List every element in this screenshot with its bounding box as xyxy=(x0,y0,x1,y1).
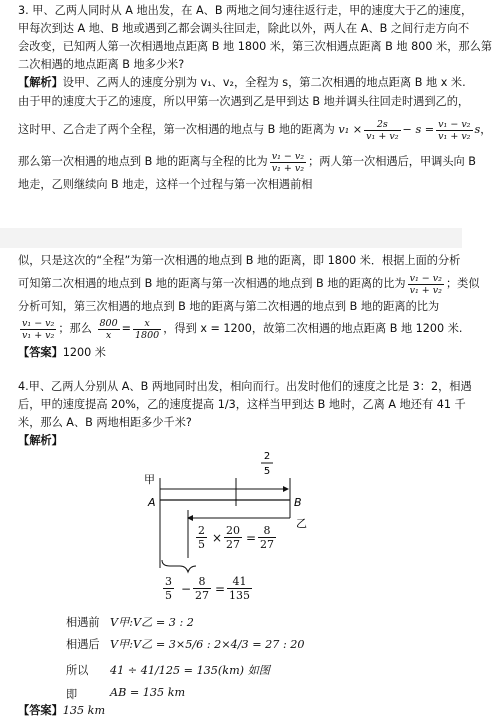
p3-analysis-tag: 【解析】 xyxy=(18,76,63,89)
p3-analysis-line-1 xyxy=(18,76,466,90)
p3-line-1: 3. 甲、乙两人同时从 A 地出发，在 A、B 两地之间匀速往返行走，甲的速度大于乙的速度， xyxy=(18,4,473,17)
p3-answer: 1200 米 xyxy=(62,346,106,359)
p4-line-2: 后，甲的速度提高 20%，乙的速度提高 1/3，这样当甲到达 B 地时，乙离 A 地还有 41 千 xyxy=(18,398,466,411)
p3-analysis-line-7 xyxy=(18,272,480,296)
p4-line-1: 4.甲、乙两人分别从 A、B 两地同时出发，相向而行。出发时他们的速度之比是 3：2，相遇 xyxy=(18,380,472,393)
row4-label: 即 xyxy=(66,688,78,701)
row3-value: 41 ÷ 41/125 = 135(km) 如图 xyxy=(110,664,270,677)
p3-line-2: 甲每次到达 A 地、B 地或遇到乙都会调头往回走，除此以外，两人在 A、B 之间行走方向不 xyxy=(18,22,470,35)
p3-analysis-text-1: 设甲、乙两人的速度分别为 v₁、v₂，全程为 s，第二次相遇的地点距离 B 地 x 米. xyxy=(62,76,466,89)
mid-frac-2: $\frac{20}{27}$ xyxy=(226,524,240,551)
p4-analysis-tag: 【解析】 xyxy=(18,434,63,447)
p3-line-4: 二次相遇的地点距离 B 地多少米? xyxy=(18,58,185,71)
p3-line-3: 会改变，已知两人第一次相遇地点距离 B 地 1800 米，第三次相遇点距离 B 地 800 米，那么第 xyxy=(18,40,492,53)
mid-frac-1: $\frac{2}{5}$ xyxy=(198,524,205,551)
then: ；那么 xyxy=(58,322,92,335)
ratio-fraction-3: $\frac{\text{v₁ − v₂}}{\text{v₁ + v₂}}$ xyxy=(22,317,55,341)
p3-analysis-text-4: 那么第一次相遇的地点到 B 地的距离与全程的比为 xyxy=(18,155,268,168)
times-sign: × xyxy=(212,531,223,545)
ratio-fraction: $\frac{\text{v₁ − v₂}}{\text{v₁ + v₂}}$ xyxy=(271,150,305,174)
label-B: B xyxy=(294,496,302,509)
p3-analysis-text-3: 这时甲、乙合走了两个全程，第一次相遇的地点与 B 地的距离为 xyxy=(18,123,335,136)
top-fraction-num: 2 xyxy=(263,451,271,462)
p3-analysis-line-5: 地走，乙则继续向 B 地走，这样一个过程与第一次相遇前相 xyxy=(18,178,313,191)
row2-value: V甲:V乙 = 3×5/6 : 2×4/3 = 27 : 20 xyxy=(110,638,305,651)
row4-value: AB = 135 km xyxy=(110,686,186,699)
minus-sign: − xyxy=(181,582,192,596)
bottom-brace xyxy=(162,560,196,572)
minus-s: − s = xyxy=(402,123,435,136)
v1-times: v₁ × xyxy=(338,123,363,136)
p3-answer-line xyxy=(18,346,106,360)
p3-answer-tag: 【答案】 xyxy=(18,346,63,359)
label-yi: 乙 xyxy=(296,517,307,530)
s-symbol: s xyxy=(474,123,481,136)
row2-label: 相遇后 xyxy=(66,638,100,651)
row1-label: 相遇前 xyxy=(66,616,100,629)
p3-analysis-text-9: ，得到 x = 1200，故第二次相遇的地点距离 B 地 1200 米. xyxy=(163,322,463,335)
p3-analysis-text-4b: ；两人第一次相遇后，甲调头向 B xyxy=(308,155,476,168)
row1-value: V甲:V乙 = 3 : 2 xyxy=(110,616,194,629)
label-A: A xyxy=(148,496,156,509)
fraction-800-over-x: $\frac{800}{x}$ xyxy=(99,317,118,341)
row3-label: 所以 xyxy=(66,664,89,677)
fraction-diff-over-sum: $\frac{\text{v₁ − v₂}}{\text{v₁ + v₂}}$ xyxy=(438,118,471,142)
equals: = xyxy=(121,322,132,335)
fraction-x-over-1800: $\frac{x}{1800}$ xyxy=(135,317,160,341)
page-break xyxy=(0,228,462,248)
p3-analysis-text-7: 可知第二次相遇的地点到 B 地的距离与第一次相遇的地点到 B 地的距离的比为 xyxy=(18,277,406,290)
p3-analysis-line-2: 由于甲的速度大于乙的速度，所以甲第一次遇到乙是甲到达 B 地并调头往回走时遇到乙的， xyxy=(18,95,470,108)
ratio-fraction-2: $\frac{\text{v₁ − v₂}}{\text{v₁ + v₂}}$ xyxy=(409,272,442,296)
fraction-2s-over-sum: $\frac{2s}{\text{v₁ + v₂}}$ xyxy=(366,118,399,142)
p4-answer-tag: 【答案】 xyxy=(18,704,63,717)
p3-analysis-line-9 xyxy=(18,316,462,342)
p3-analysis-line-4 xyxy=(18,150,476,174)
top-fraction-den: 5 xyxy=(263,466,271,477)
bot-frac-3: $\frac{41}{135}$ xyxy=(229,575,250,602)
p4-answer: 135 km xyxy=(62,704,106,717)
mid-frac-3: $\frac{8}{27}$ xyxy=(260,524,274,551)
p4-answer-line xyxy=(18,704,105,718)
bot-frac-2: $\frac{8}{27}$ xyxy=(195,575,209,602)
bot-frac-1: $\frac{3}{5}$ xyxy=(165,575,172,602)
p3-analysis-line-6: 似，只是这次的“全程”为第一次相遇的地点到 B 地的距离，即 1800 米．根据上面的分析 xyxy=(18,254,461,267)
p3-analysis-text-7b: ；类似 xyxy=(445,277,480,290)
label-jia: 甲 xyxy=(144,473,155,486)
mid-equals: = xyxy=(246,531,257,545)
p3-analysis-line-3 xyxy=(18,118,491,142)
p4-line-3: 米，那么 A、B 两地相距多少千米? xyxy=(18,416,192,429)
bot-equals: = xyxy=(215,582,226,596)
comma: ， xyxy=(480,123,492,136)
p3-analysis-line-8: 分析可知，第三次相遇的地点到 B 地的距离与第二次相遇的地点到 B 地的距离的比为 xyxy=(18,300,440,313)
